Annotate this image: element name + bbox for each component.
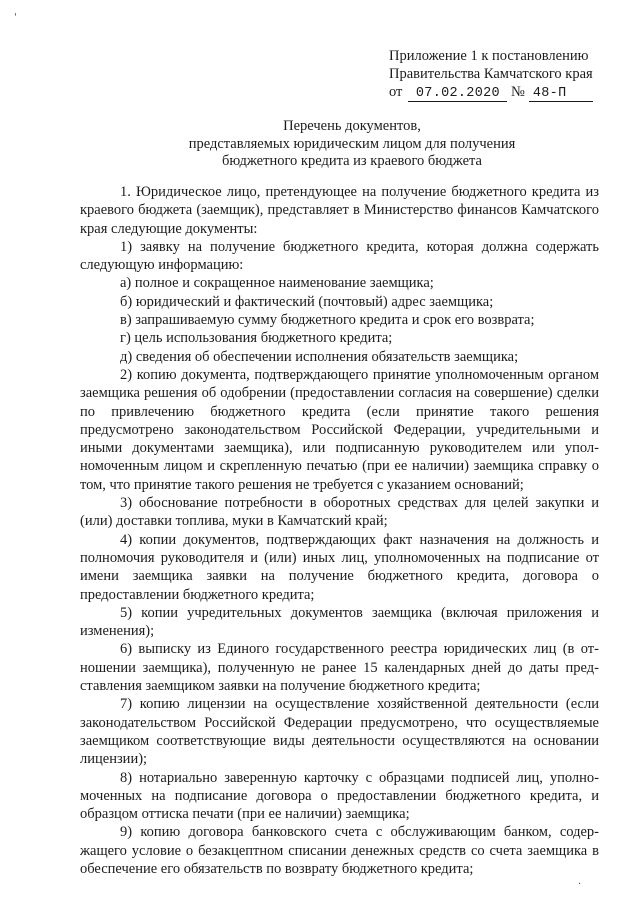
item-5-charter-copies: 5) копии учредительных документов заемщика (включая приложения и изменения);	[80, 604, 599, 640]
item-9-bank-agreement: 9) копию договора банковского счета с обслуживающим банком, содержащего условие о безакцептном списании денежных средств со счета заемщика в обеспечение его обязательств по возврату бюджетного кредита;	[80, 824, 599, 877]
document-body	[80, 183, 599, 878]
scan-mark: .	[578, 876, 582, 887]
appendix-header	[389, 47, 629, 102]
title-line-2: представляемых юридическим лицом для получения	[188, 135, 516, 152]
subitem-v: в) запрашиваемую сумму бюджетного кредита и срок его возврата;	[120, 312, 535, 329]
appendix-line-3	[389, 83, 629, 102]
item-8-signature-card: 8) нотариально заверенную карточку с образцами подписей лиц, уполномоченных на подписание договора о предоставлении бюджетного кредита, и образцом оттиска печати (при ее наличии) заемщика;	[80, 769, 599, 823]
from-label: от	[389, 84, 403, 100]
item-2-approval-copy: 2) копию документа, подтверждающего принятие уполномоченным органом заемщика решения об одобрении (предоставлении согласия на совершение) сделки по привлечению бюджетного кредита (если принятие такого решения предусмотрено законодательством Российской Федерации, учредительными и иными документами заемщика), или подписанную руководителем или уполномоченным лицом и скрепленную печатью (при ее наличии) заемщика справку о том, что принятие такого решения не требуется с указанием оснований;	[80, 366, 599, 493]
scan-mark: '	[14, 12, 17, 23]
item-3-justification: 3) обоснование потребности в оборотных средствах для целей закупки и (или) доставки топлива, муки в Камчатский край;	[80, 495, 599, 530]
item-4-appointment-copies: 4) копии документов, подтверждающих факт назначения на должность и полномочия руководителя и (или) иных лиц, уполномоченных на подписание от имени заемщика заявки на получение бюджетного кредита, договора о предоставлении бюджетного кредита;	[80, 531, 599, 603]
subitem-g: г) цель использования бюджетного кредита;	[120, 330, 393, 347]
appendix-line-1: Приложение 1 к постановлению	[389, 48, 589, 64]
item-7-license-copy: 7) копию лицензии на осуществление хозяйственной деятельности (если законодательством Российской Федерации предусмотрено, что осуществляемые заемщиком соответствующие виды деятельности осуществляются на основании лицензии);	[80, 696, 599, 768]
title-line-1: Перечень документов,	[283, 118, 421, 134]
document-title	[80, 118, 624, 171]
paragraph-1: 1. Юридическое лицо, претендующее на получение бюджетного кредита из краевого бюджета (заемщик), представляет в Министерство финансов Камчатского края следующие документы:	[80, 184, 599, 237]
resolution-date: 07.02.2020	[408, 87, 507, 102]
subitem-b: б) юридический и фактический (почтовый) адрес заемщика;	[120, 293, 494, 310]
number-label: №	[511, 84, 525, 100]
subitem-a: а) полное и сокращенное наименование заемщика;	[120, 275, 434, 292]
item-6-registry-extract: 6) выписку из Единого государственного реестра юридических лиц (в отношении заемщика), полученную не ранее 15 календарных дней до даты представления заемщиком заявки на получение бюджетного кредита;	[80, 641, 599, 695]
item-1-application: 1) заявку на получение бюджетного кредита, которая должна содержать следующую информацию:	[80, 238, 599, 274]
title-line-3: бюджетного кредита из краевого бюджета	[222, 153, 482, 169]
subitem-d: д) сведения об обеспечении исполнения обязательств заемщика;	[120, 348, 519, 365]
resolution-number: 48-П	[529, 87, 593, 102]
appendix-line-2: Правительства Камчатского края	[389, 66, 593, 82]
